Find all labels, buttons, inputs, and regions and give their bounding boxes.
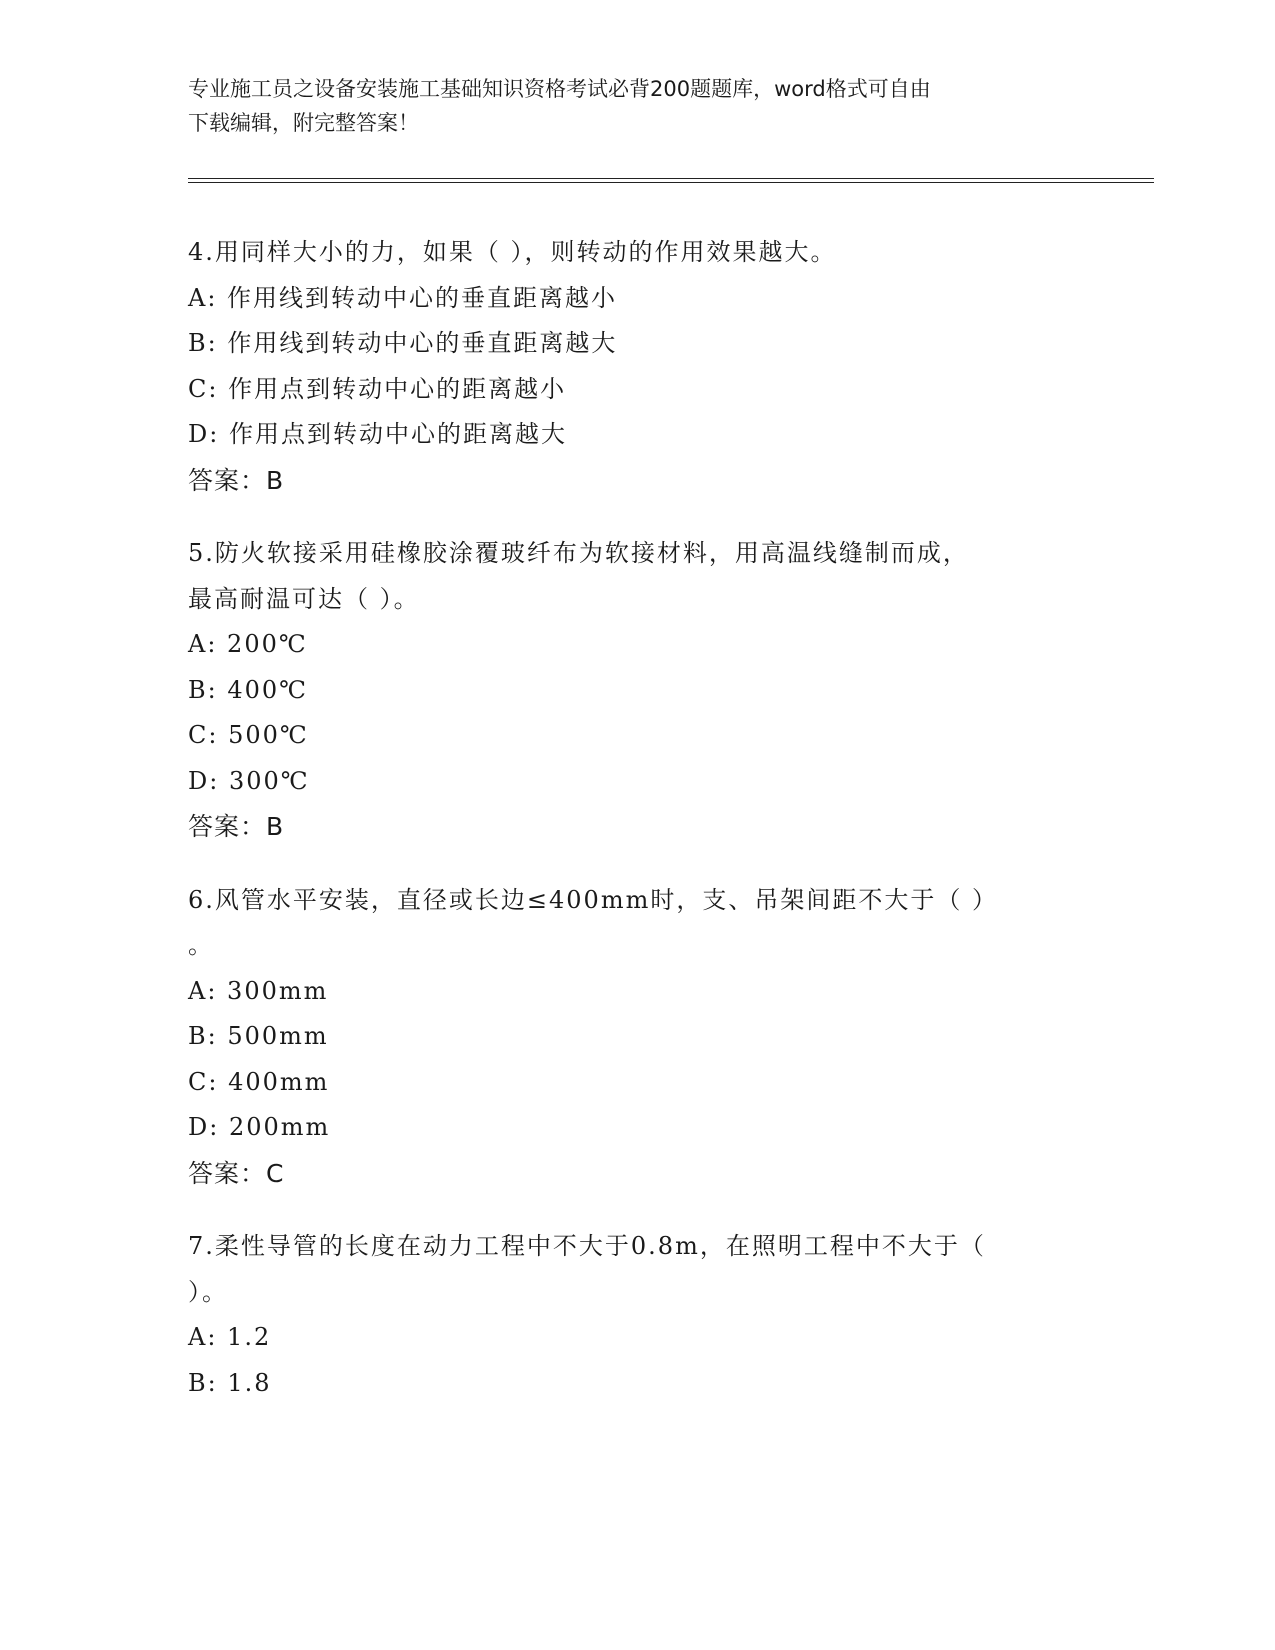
option-d: D: 300℃ bbox=[188, 766, 310, 795]
question-5 bbox=[188, 531, 1088, 850]
question-text-continued: 最高耐温可达（ ）。 bbox=[188, 584, 420, 613]
header-line-1: 专业施工员之设备安装施工基础知识资格考试必背200题题库，word格式可自由 bbox=[188, 77, 931, 101]
question-text-continued: ）。 bbox=[188, 1277, 228, 1306]
option-b: B: 作用线到转动中心的垂直距离越大 bbox=[188, 329, 618, 357]
option-a: A: 1.2 bbox=[188, 1323, 272, 1351]
option-d: D: 200mm bbox=[188, 1113, 331, 1141]
option-d: D: 作用点到转动中心的距离越大 bbox=[188, 420, 567, 448]
option-c: C: 作用点到转动中心的距离越小 bbox=[188, 374, 567, 403]
option-c: C: 400mm bbox=[188, 1067, 330, 1096]
option-c: C: 500℃ bbox=[188, 721, 309, 749]
question-text-continued: 。 bbox=[188, 931, 214, 959]
question-text: 6.风管水平安装，直径或长边≤400mm时，支、吊架间距不大于（ ） bbox=[188, 885, 998, 914]
question-6 bbox=[188, 878, 1088, 1197]
question-4 bbox=[188, 230, 1088, 503]
answer: 答案：B bbox=[188, 465, 285, 495]
header-divider-top bbox=[188, 178, 1154, 179]
question-list bbox=[188, 230, 1088, 1434]
question-text: 4.用同样大小的力，如果（ ），则转动的作用效果越大。 bbox=[188, 238, 837, 266]
answer: 答案：C bbox=[188, 1158, 285, 1188]
option-a: A: 作用线到转动中心的垂直距离越小 bbox=[188, 283, 618, 312]
header-line-2: 下载编辑，附完整答案！ bbox=[188, 111, 419, 135]
question-7 bbox=[188, 1224, 1088, 1406]
document-header bbox=[188, 72, 1068, 140]
answer: 答案：B bbox=[188, 812, 285, 841]
option-a: A: 300mm bbox=[188, 976, 329, 1005]
option-b: B: 1.8 bbox=[188, 1368, 272, 1397]
option-b: B: 400℃ bbox=[188, 675, 309, 704]
option-b: B: 500mm bbox=[188, 1022, 329, 1050]
header-divider-bottom bbox=[188, 182, 1154, 183]
option-a: A: 200℃ bbox=[188, 630, 308, 658]
question-text: 7.柔性导管的长度在动力工程中不大于0.8m，在照明工程中不大于（ bbox=[188, 1232, 986, 1260]
question-text: 5.防火软接采用硅橡胶涂覆玻纤布为软接材料，用高温线缝制而成， bbox=[188, 539, 969, 567]
